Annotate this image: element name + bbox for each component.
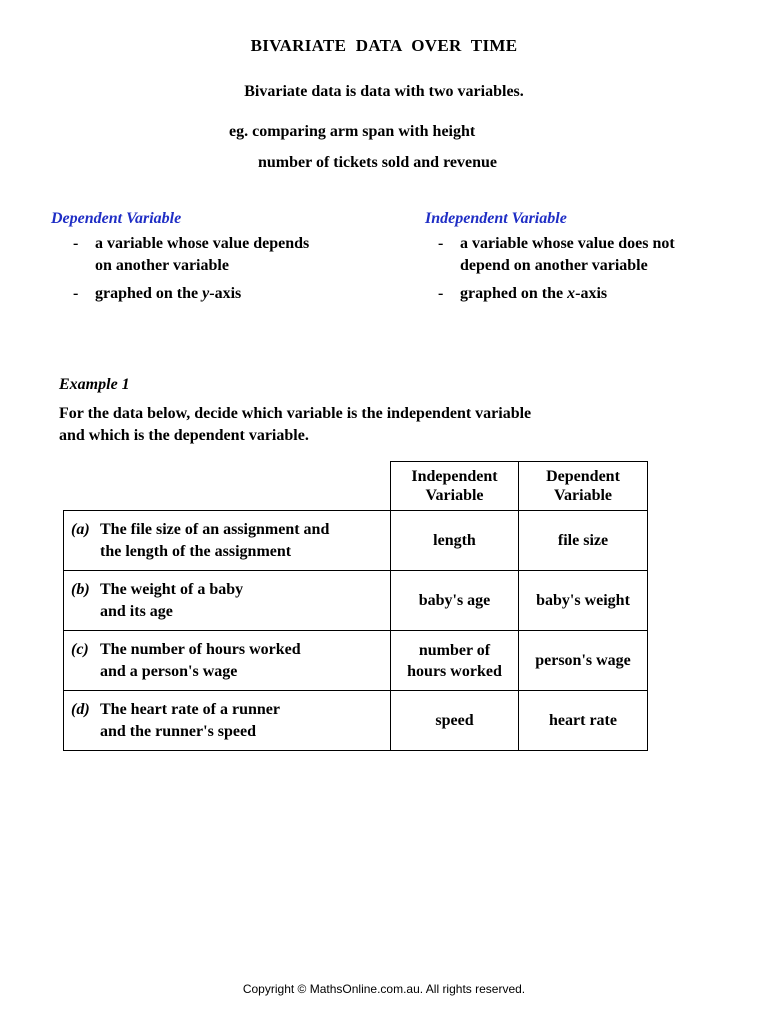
question-text (100, 519, 329, 563)
dependent-answer-line: heart rate (549, 712, 617, 729)
bullet-dash: - (73, 285, 79, 302)
question-wrap (71, 519, 390, 563)
dependent-bullet-2-suffix: -axis (209, 285, 242, 302)
dependent-bullet-1 (73, 233, 309, 277)
question-label: (d) (71, 700, 90, 718)
question-text (100, 699, 280, 743)
dependent-answer (519, 511, 648, 571)
bullet-dash: - (438, 285, 444, 302)
dependent-bullet-2 (73, 283, 241, 305)
dependent-variable-heading: Dependent Variable (51, 210, 182, 227)
question-cell (64, 571, 391, 631)
intro-text: Bivariate data is data with two variables. (244, 83, 524, 100)
example-line-1: eg. comparing arm span with height (229, 123, 476, 140)
independent-axis-letter: x (567, 285, 576, 302)
question-cell (64, 631, 391, 691)
table-header-row (64, 462, 648, 511)
question-line-2: and the runner's speed (100, 722, 257, 740)
question-text (100, 579, 243, 623)
header-line: Variable (553, 487, 613, 504)
dependent-answer (519, 571, 648, 631)
dependent-answer (519, 631, 648, 691)
independent-answer (391, 631, 519, 691)
independent-bullet-1-line-1: a variable whose value does not (460, 235, 675, 252)
question-label: (b) (71, 580, 90, 598)
question-line-2: the length of the assignment (100, 542, 292, 560)
bullet-dash: - (73, 235, 79, 252)
header-line: Independent (411, 468, 498, 485)
question-wrap (71, 699, 390, 743)
dependent-axis-letter: y (202, 285, 210, 302)
dependent-variable-header (519, 462, 648, 511)
dependent-answer-line: file size (557, 532, 609, 549)
page-title: BIVARIATE DATA OVER TIME (250, 36, 518, 55)
dependent-variable-section (51, 210, 181, 228)
independent-answer (391, 571, 519, 631)
example-heading: Example 1 (59, 376, 130, 393)
independent-bullet-2-suffix: -axis (575, 285, 608, 302)
dependent-answer (519, 691, 648, 751)
example-prompt (59, 403, 531, 447)
question-text (100, 639, 301, 683)
header-line: Variable (425, 487, 484, 504)
independent-answer-line: speed (435, 712, 474, 729)
question-line-1: The number of hours worked (100, 640, 301, 658)
dependent-bullet-1-line-1: a variable whose value depends (95, 235, 310, 252)
independent-bullet-2 (438, 283, 607, 305)
dependent-bullet-2-prefix: graphed on the (95, 285, 203, 302)
question-label: (a) (71, 520, 90, 538)
question-line-1: The weight of a baby (100, 580, 244, 598)
variables-table (63, 461, 648, 751)
copyright-footer: Copyright © MathsOnline.com.au. All rights reserved. (242, 982, 526, 996)
independent-bullet-1 (438, 233, 675, 277)
independent-bullet-1-line-2: depend on another variable (460, 257, 648, 274)
question-wrap (71, 639, 390, 683)
question-label: (c) (71, 640, 89, 658)
question-line-2: and its age (100, 602, 173, 620)
independent-answer-line: length (433, 532, 476, 549)
independent-bullet-2-prefix: graphed on the (460, 285, 568, 302)
question-line-1: The heart rate of a runner (100, 700, 280, 718)
independent-answer-line: hours worked (407, 662, 502, 680)
independent-answer (391, 511, 519, 571)
question-wrap (71, 579, 390, 623)
independent-answer-line: number of (418, 641, 491, 659)
example-line-2: number of tickets sold and revenue (258, 154, 497, 171)
independent-answer (391, 691, 519, 751)
dependent-answer-line: person's wage (535, 652, 631, 669)
example-prompt-line-1: For the data below, decide which variable is the independent variable (59, 405, 532, 422)
table-header-blank (64, 462, 391, 511)
dependent-answer-line: baby's weight (536, 592, 630, 609)
example-prompt-line-2: and which is the dependent variable. (59, 427, 309, 444)
header-line: Dependent (546, 468, 620, 485)
question-line-1: The file size of an assignment and (100, 520, 330, 538)
table-row (64, 571, 648, 631)
table-row (64, 511, 648, 571)
independent-variable-section (425, 210, 567, 228)
table-row (64, 631, 648, 691)
question-cell (64, 511, 391, 571)
question-cell (64, 691, 391, 751)
bullet-dash: - (438, 235, 444, 252)
independent-answer-line: baby's age (418, 592, 491, 609)
question-line-2: and a person's wage (100, 662, 238, 680)
independent-variable-heading: Independent Variable (425, 210, 567, 227)
independent-variable-header (391, 462, 519, 511)
table-row (64, 691, 648, 751)
dependent-bullet-1-line-2: on another variable (95, 257, 229, 274)
